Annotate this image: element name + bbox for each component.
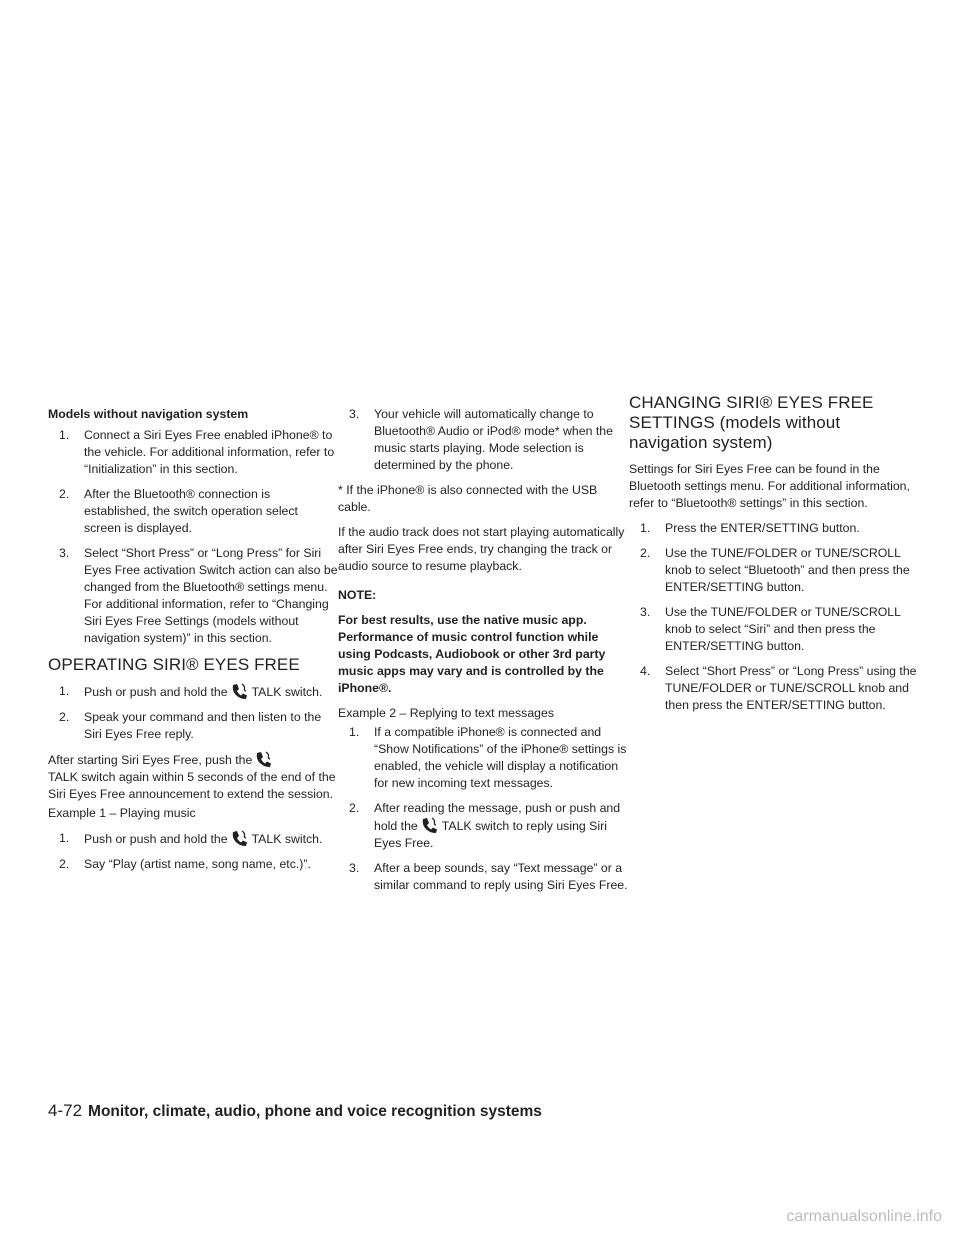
list-item: 2. After reading the message, push or push and hold the TALK switch to reply using Siri Eyes Free. bbox=[349, 801, 621, 850]
section-subheading: Models without navigation system bbox=[48, 407, 249, 421]
column-3 bbox=[629, 393, 919, 722]
list-item: 3. Your vehicle will automatically change to Bluetooth® Audio or iPod® mode* when the music starts playing. Mode selection is determined by the phone. bbox=[349, 407, 613, 472]
example-2-steps-list bbox=[338, 724, 628, 894]
list-item: 2. Speak your command and then listen to the Siri Eyes Free reply. bbox=[59, 710, 322, 741]
note-text: For best results, use the native music app. Performance of music control function while using Podcasts, Audiobook or other 3rd party music apps may vary and is controlled by the iPhone®. bbox=[338, 613, 606, 695]
setup-steps-list bbox=[48, 427, 338, 647]
example-1-continued-list bbox=[338, 406, 628, 474]
list-item: 2. After the Bluetooth® connection is established, the switch operation select screen is displayed. bbox=[59, 487, 298, 535]
list-item: 2. Say “Play (artist name, song name, etc.)”. bbox=[59, 857, 311, 871]
list-item: 3. After a beep sounds, say “Text message” or a similar command to reply using Siri Eyes Free. bbox=[349, 861, 628, 892]
footnote: * If the iPhone® is also connected with the USB cable. bbox=[338, 483, 598, 514]
page-footer bbox=[48, 1101, 542, 1122]
page-number: 4-72 bbox=[48, 1101, 83, 1120]
settings-intro-paragraph: Settings for Siri Eyes Free can be found in the Bluetooth settings menu. For additional information, refer to “Bluetooth® settings” in this section. bbox=[629, 462, 910, 510]
talk-switch-icon bbox=[230, 830, 250, 847]
chapter-title: Monitor, climate, audio, phone and voice recognition systems bbox=[88, 1103, 542, 1120]
example-1-label: Example 1 – Playing music bbox=[48, 806, 196, 820]
list-item: 1. Press the ENTER/SETTING button. bbox=[640, 521, 860, 535]
column-1 bbox=[48, 406, 338, 881]
list-item: 3. Use the TUNE/FOLDER or TUNE/SCROLL knob to select “Siri” and then press the ENTER/SETTING button. bbox=[640, 605, 901, 653]
list-item: 1. Push or push and hold the TALK switch. bbox=[59, 684, 323, 699]
extend-session-paragraph: After starting Siri Eyes Free, push the TALK switch again within 5 seconds of the end of the Siri Eyes Free announcement to extend the session. bbox=[48, 753, 336, 801]
note-label: NOTE: bbox=[338, 588, 377, 602]
example-1-steps-list bbox=[48, 830, 338, 873]
resume-playback-paragraph: If the audio track does not start playing automatically after Siri Eyes Free ends, try changing the track or audio source to resume playback. bbox=[338, 525, 625, 573]
list-item: 2. Use the TUNE/FOLDER or TUNE/SCROLL knob to select “Bluetooth” and then press the ENTER/SETTING button. bbox=[640, 546, 910, 594]
section-heading-changing-settings: CHANGING SIRI® EYES FREE SETTINGS (models without navigation system) bbox=[629, 393, 874, 452]
list-item: 1. If a compatible iPhone® is connected and “Show Notifications” of the iPhone® settings is enabled, the vehicle will display a notification for new incoming text messages. bbox=[349, 725, 627, 790]
section-heading-operating: OPERATING SIRI® EYES FREE bbox=[48, 655, 300, 674]
list-item: 4. Select “Short Press” or “Long Press” using the TUNE/FOLDER or TUNE/SCROLL knob and then press the ENTER/SETTING button. bbox=[640, 664, 917, 712]
watermark: carmanualsonline.info bbox=[786, 1208, 942, 1225]
talk-switch-icon bbox=[420, 817, 440, 834]
talk-switch-icon bbox=[254, 751, 274, 768]
list-item: 1. Push or push and hold the TALK switch. bbox=[59, 831, 323, 846]
list-item: 3. Select “Short Press” or “Long Press” for Siri Eyes Free activation Switch action can also be changed from the Bluetooth® settings menu. For additional information, refer to “Changing Siri Eyes Free Settings (models without navigation system)” in this section. bbox=[59, 546, 338, 645]
settings-steps-list bbox=[629, 520, 919, 714]
example-2-label: Example 2 – Replying to text messages bbox=[338, 706, 554, 720]
column-2 bbox=[338, 406, 628, 902]
list-item: 1. Connect a Siri Eyes Free enabled iPhone® to the vehicle. For additional information, refer to “Initialization” in this section. bbox=[59, 428, 335, 476]
operating-steps-list bbox=[48, 683, 338, 743]
talk-switch-icon bbox=[230, 683, 250, 700]
